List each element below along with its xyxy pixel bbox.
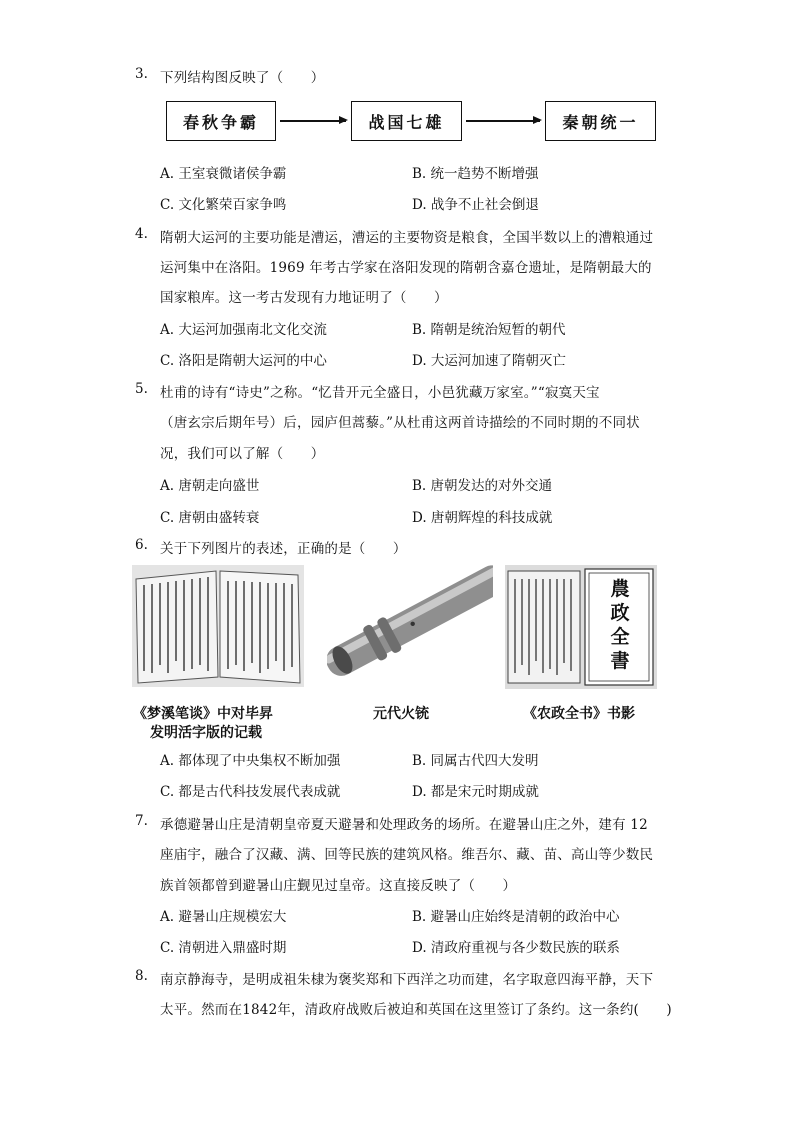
option-b[interactable]: B. 避暑山庄始终是清朝的政治中心 <box>412 909 620 925</box>
arrow-icon <box>466 120 540 122</box>
book-cover-title: 農 政 全 書 <box>610 578 630 672</box>
option-a[interactable]: A. 王室衰微诸侯争霸 <box>160 166 287 182</box>
question-line: 南京静海寺，是明成祖朱棣为褒奖郑和下西洋之功而建，名字取意四海平静，天下 <box>160 972 654 988</box>
option-d[interactable]: D. 大运河加速了隋朝灭亡 <box>412 353 566 369</box>
question-number: 4. <box>135 226 148 242</box>
mengxi-bitan-book-image <box>132 565 304 687</box>
structure-diagram <box>0 101 794 145</box>
option-d[interactable]: D. 清政府重视与各少数民族的联系 <box>412 940 620 956</box>
question-stem: 关于下列图片的表述，正确的是（ ） <box>160 541 407 557</box>
option-a[interactable]: A. 大运河加强南北文化交流 <box>160 322 327 338</box>
option-c[interactable]: C. 唐朝由盛转衰 <box>160 510 260 526</box>
option-c[interactable]: C. 都是古代科技发展代表成就 <box>160 784 341 800</box>
option-b[interactable]: B. 统一趋势不断增强 <box>412 166 539 182</box>
question-line: 承德避暑山庄是清朝皇帝夏天避暑和处理政务的场所。在避暑山庄之外，建有 12 <box>160 817 648 833</box>
question-line: 隋朝大运河的主要功能是漕运，漕运的主要物资是粮食，全国半数以上的漕粮通过 <box>160 230 654 246</box>
caption-nongzheng-quanshu: 《农政全书》书影 <box>523 706 635 722</box>
question-number: 7. <box>135 813 148 829</box>
nongzheng-quanshu-image <box>505 565 657 689</box>
option-b[interactable]: B. 隋朝是统治短暂的朝代 <box>412 322 566 338</box>
flow-box-1: 春秋争霸 <box>166 101 276 141</box>
option-a[interactable]: A. 唐朝走向盛世 <box>160 478 260 494</box>
question-line: 族首领都曾到避暑山庄觐见过皇帝。这直接反映了（ ） <box>160 878 517 894</box>
question-number: 8. <box>135 968 148 984</box>
question-line: （唐玄宗后期年号）后，园庐但蒿藜。”从杜甫这两首诗描绘的不同时期的不同状 <box>160 415 640 431</box>
question-line: 况，我们可以了解（ ） <box>160 446 325 462</box>
flow-box-2: 战国七雄 <box>351 101 462 141</box>
question-number: 5. <box>135 381 148 397</box>
option-a[interactable]: A. 都体现了中央集权不断加强 <box>160 753 341 769</box>
option-d[interactable]: D. 唐朝辉煌的科技成就 <box>412 510 553 526</box>
question-stem: 下列结构图反映了（ ） <box>160 70 325 86</box>
arrow-icon <box>280 120 346 122</box>
question-line: 杜甫的诗有“诗史”之称。“忆昔开元全盛日，小邑犹藏万家室。”“寂寞天宝 <box>160 385 600 401</box>
question-number: 3. <box>135 66 148 82</box>
question-line: 国家粮库。这一考古发现有力地证明了（ ） <box>160 290 448 306</box>
option-d[interactable]: D. 都是宋元时期成就 <box>412 784 539 800</box>
option-b[interactable]: B. 同属古代四大发明 <box>412 753 539 769</box>
question-number: 6. <box>135 537 148 553</box>
option-c[interactable]: C. 文化繁荣百家争鸣 <box>160 197 287 213</box>
yuan-fire-lance-image <box>327 565 493 681</box>
option-c[interactable]: C. 洛阳是隋朝大运河的中心 <box>160 353 327 369</box>
option-b[interactable]: B. 唐朝发达的对外交通 <box>412 478 553 494</box>
question-line: 座庙宇，融合了汉藏、满、回等民族的建筑风格。维吾尔、藏、苗、高山等少数民 <box>160 847 654 863</box>
option-c[interactable]: C. 清朝进入鼎盛时期 <box>160 940 287 956</box>
option-d[interactable]: D. 战争不止社会倒退 <box>412 197 539 213</box>
question-line: 运河集中在洛阳。1969 年考古学家在洛阳发现的隋朝含嘉仓遗址，是隋朝最大的 <box>160 260 652 276</box>
caption-fire-lance: 元代火铳 <box>373 706 429 722</box>
option-a[interactable]: A. 避暑山庄规模宏大 <box>160 909 287 925</box>
caption-mengxi-bitan-1: 《梦溪笔谈》中对毕昇 <box>133 706 273 722</box>
question-line: 太平。然而在1842年，清政府战败后被迫和英国在这里签订了条约。这一条约( ) <box>160 1002 672 1018</box>
caption-mengxi-bitan-2: 发明活字版的记载 <box>150 725 262 741</box>
flow-box-3: 秦朝统一 <box>545 101 656 141</box>
